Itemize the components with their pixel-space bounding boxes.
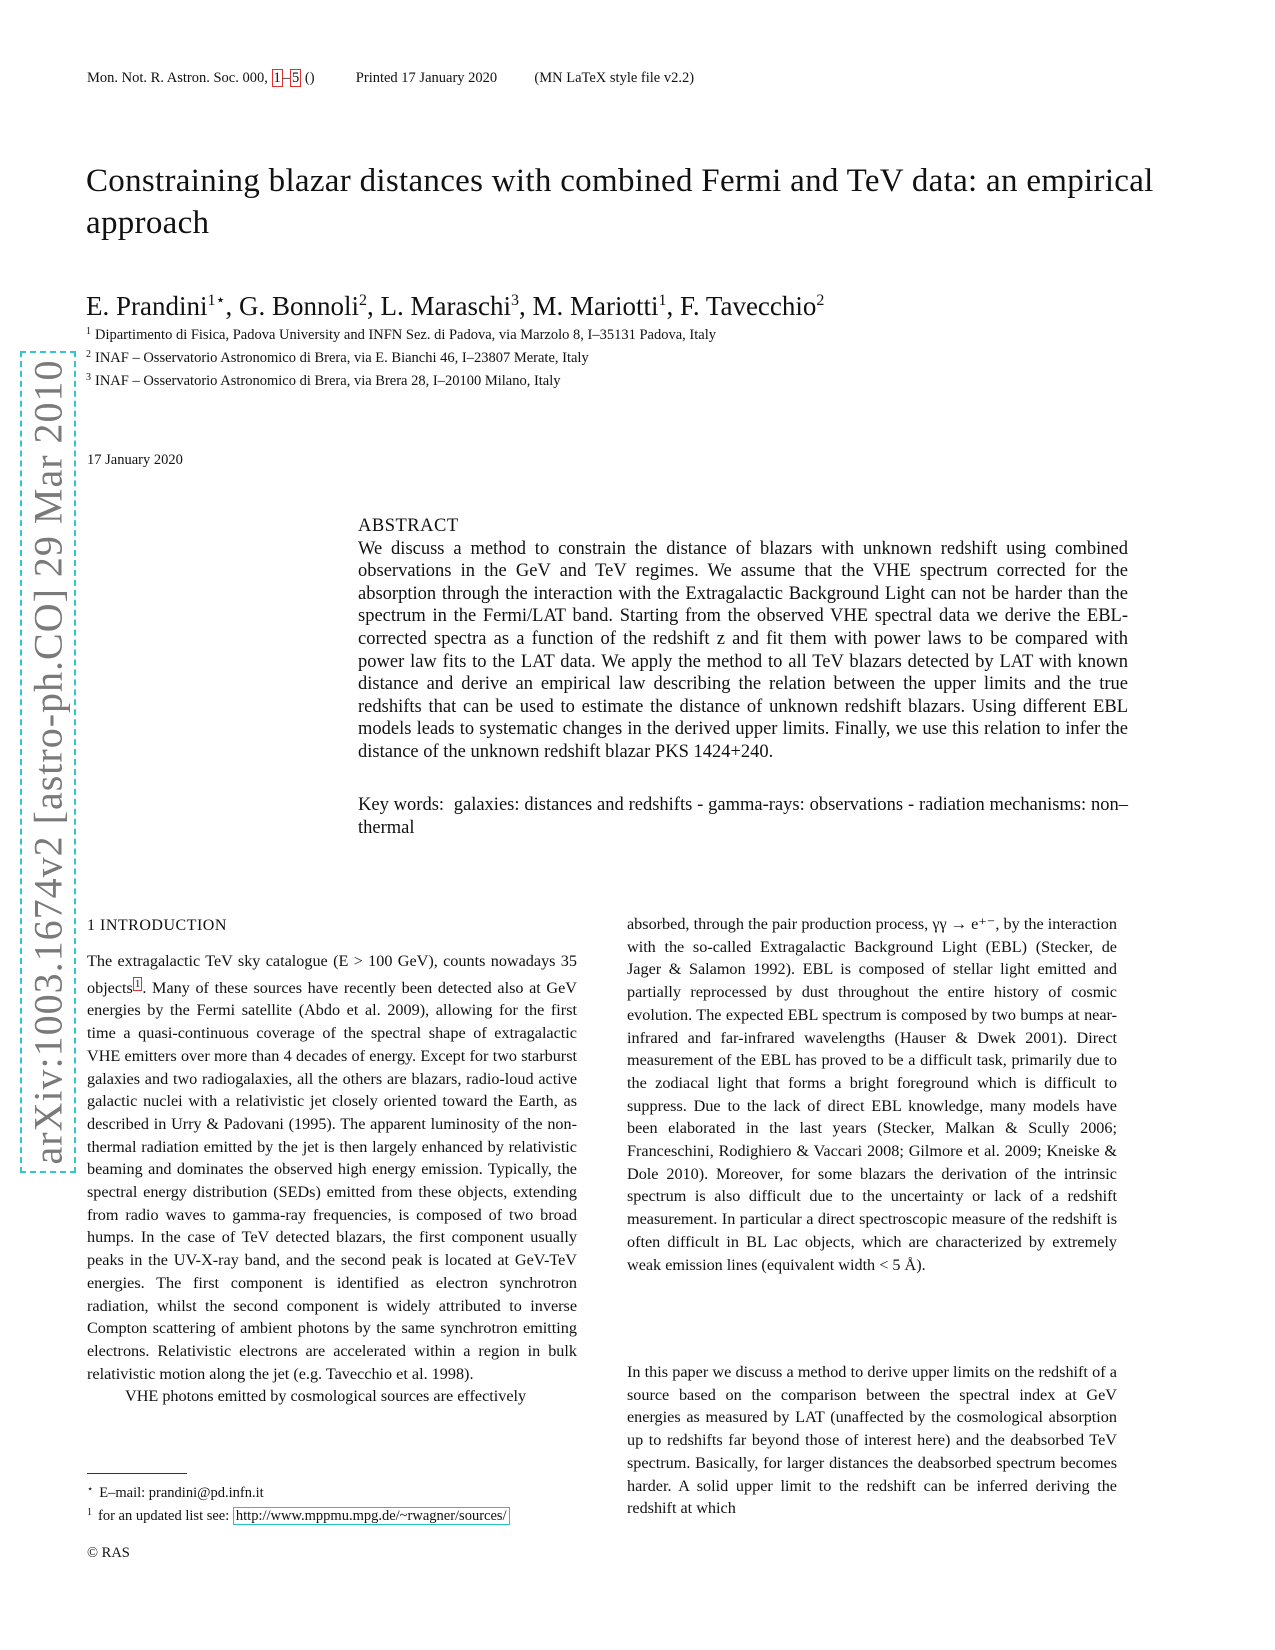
page-range-sep: –: [282, 70, 290, 86]
author: F. Tavecchio$^2$: [679, 291, 825, 321]
author: G. Bonnoli$^2$: [239, 291, 368, 321]
body-column-right: [627, 913, 1117, 1276]
paper-title: Constraining blazar distances with combined Fermi and TeV data: an empirical approach: [86, 163, 1154, 241]
footnote-rule: [87, 1473, 187, 1474]
manuscript-date: 17 January 2020: [87, 452, 183, 468]
affiliation: $^1$ Dipartimento di Fisica, Padova University and INFN Sez. di Padova, via Marzolo 8, I–35131 Padova, Italy: [86, 326, 716, 343]
paragraph: In this paper we discuss a method to derive upper limits on the redshift of a source based on the comparison between the spectral index at GeV energies as measured by LAT (unaffected by the cosmological absorption up to redshifts far beyond those of interest here) and the deabsorbed TeV spectrum. Basically, for larger distances the deabsorbed spectrum becomes harder. A solid upper limit to the redshift can be inferred deriving the redshift at which: [627, 1363, 1117, 1518]
arxiv-stamp-link[interactable]: [20, 351, 76, 1173]
abstract-text: We discuss a method to constrain the distance of blazars with unknown redshift using combined observations in the GeV and TeV regimes. We assume that the VHE spectrum corrected for the absorption through the interaction with the Extragalactic Background Light can not be harder than the spectrum in the Fermi/LAT band. Starting from the observed VHE spectral data we derive the EBL-corrected spectra as a function of the redshift z and fit them with power laws to be compared with power law fits to the LAT data. We apply the method to all TeV blazars detected by LAT with known distance and derive an empirical law describing the relation between the upper limits and the true redshifts that can be used to estimate the distance of unknown redshift blazars. Using different EBL models leads to systematic changes in the derived upper limits. Finally, we use this relation to infer the distance of the unknown redshift blazar PKS 1424+240.: [358, 538, 1128, 762]
keywords-label: Key words:: [358, 795, 445, 815]
section-heading: 1 INTRODUCTION: [87, 917, 227, 934]
journal-ref: Mon. Not. R. Astron. Soc. 000,: [87, 70, 268, 86]
affiliation: $^3$ INAF – Osservatorio Astronomico di Brera, via Brera 28, I–20100 Milano, Italy: [86, 372, 561, 389]
body-column-left: [87, 950, 577, 1408]
running-header: [87, 70, 694, 87]
affiliation: $^2$ INAF – Osservatorio Astronomico di Brera, via E. Bianchi 46, I–23807 Merate, Italy: [86, 349, 589, 366]
author: E. Prandini$^{1⋆}$: [86, 291, 226, 321]
footnote-email: ⋆ E–mail: prandini@pd.infn.it: [87, 1484, 264, 1501]
author-list: E. Prandini$^{1⋆}$, G. Bonnoli$^2$, L. Maraschi$^3$, M. Mariotti$^1$, F. Tavecchio$^2$: [86, 291, 825, 321]
author: L. Maraschi$^3$: [380, 291, 519, 321]
keywords-text: galaxies: distances and redshifts - gamma-rays: observations - radiation mechanisms: non–thermal: [358, 795, 1128, 838]
author: M. Mariotti$^1$: [532, 291, 667, 321]
paragraph-continued: absorbed, through the pair production process, γγ → e⁺⁻, by the interaction with the so-called Extragalactic Background Light (EBL) (Stecker, de Jager & Salamon 1992). EBL is composed of stellar light emitted and partially reprocessed by dust throughout the entire history of cosmic evolution. The expected EBL spectrum is composed by two bumps at near-infrared and far-infrared wavelengths (Hauser & Dwek 2001). Direct measurement of the EBL has proved to be a difficult task, primarily due to the zodiacal light that forms a bright foreground which is difficult to suppress. Due to the lack of direct EBL knowledge, many models have been elaborated in the last years (Stecker, Malkan & Scully 2006; Franceschini, Rodighiero & Vaccari 2008; Gilmore et al. 2009; Kneiske & Dole 2010). Moreover, for some blazars the derivation of the intrinsic spectrum is also difficult due to the uncertainty or lack of a redshift measurement. In particular a direct spectroscopic measure of the redshift is often difficult in BL Lac objects, which are characterized by extremely weak emission lines (equivalent width < 5 Å).: [627, 915, 1117, 1274]
printed-date: Printed 17 January 2020: [355, 70, 498, 86]
journal-year: (): [301, 70, 315, 86]
sources-url-link[interactable]: http://www.mppmu.mpg.de/~rwagner/sources/: [233, 1507, 510, 1525]
footnotes: [87, 1480, 510, 1526]
keywords: [358, 794, 1128, 839]
affiliations: [86, 322, 716, 391]
page-link-end[interactable]: 5: [292, 70, 300, 86]
arxiv-stamp: arXiv:1003.1674v2 [astro-ph.CO] 29 Mar 2010: [25, 359, 71, 1165]
footnote-1: $^1$ for an updated list see: http://www.mppmu.mpg.de/~rwagner/sources/: [87, 1503, 510, 1526]
style-file: (MN LaTeX style file v2.2): [534, 70, 695, 86]
paragraph: The extragalactic TeV sky catalogue (E > 100 GeV), counts nowadays 35 objects $^1$ . Many of these sources have recently been detected also at GeV energies by the Fermi satellite (Abdo et al. 2009), allowing for the first time a quasi-continuous coverage of the spectral shape of extragalactic VHE emitters over more than 4 decades of energy. Except for two starburst galaxies and two radiogalaxies, all the others are blazars, radio-loud active galactic nuclei with a relativistic jet closely oriented toward the Earth, as described in Urry & Padovani (1995). The apparent luminosity of the non-thermal radiation emitted by the jet is then largely enhanced by relativistic beaming and dominates the observed high energy emission. Typically, the spectral energy distribution (SEDs) emitted from these objects, extending from radio waves to gamma-ray frequencies, is composed of two broad humps. In the case of TeV detected blazars, the first component usually peaks in the UV-X-ray band, and the second peak is located at GeV-TeV energies. The first component is identified as electron synchrotron radiation, whilst the second component is widely attributed to inverse Compton scattering of ambient photons by the same synchrotron emitting electrons. Relativistic electrons are accelerated within a region in bulk relativistic motion along the jet (e.g. Tavecchio et al. 1998).: [87, 952, 577, 1383]
body-column-right-para: [627, 1361, 1117, 1520]
page-link-start[interactable]: 1: [273, 70, 281, 86]
abstract-heading: ABSTRACT: [358, 516, 459, 536]
copyright: © RAS: [87, 1545, 130, 1561]
paragraph-start: VHE photons emitted by cosmological sources are effectively: [125, 1387, 527, 1406]
abstract: [358, 515, 1128, 764]
footnote-link[interactable]: 1: [134, 977, 141, 990]
